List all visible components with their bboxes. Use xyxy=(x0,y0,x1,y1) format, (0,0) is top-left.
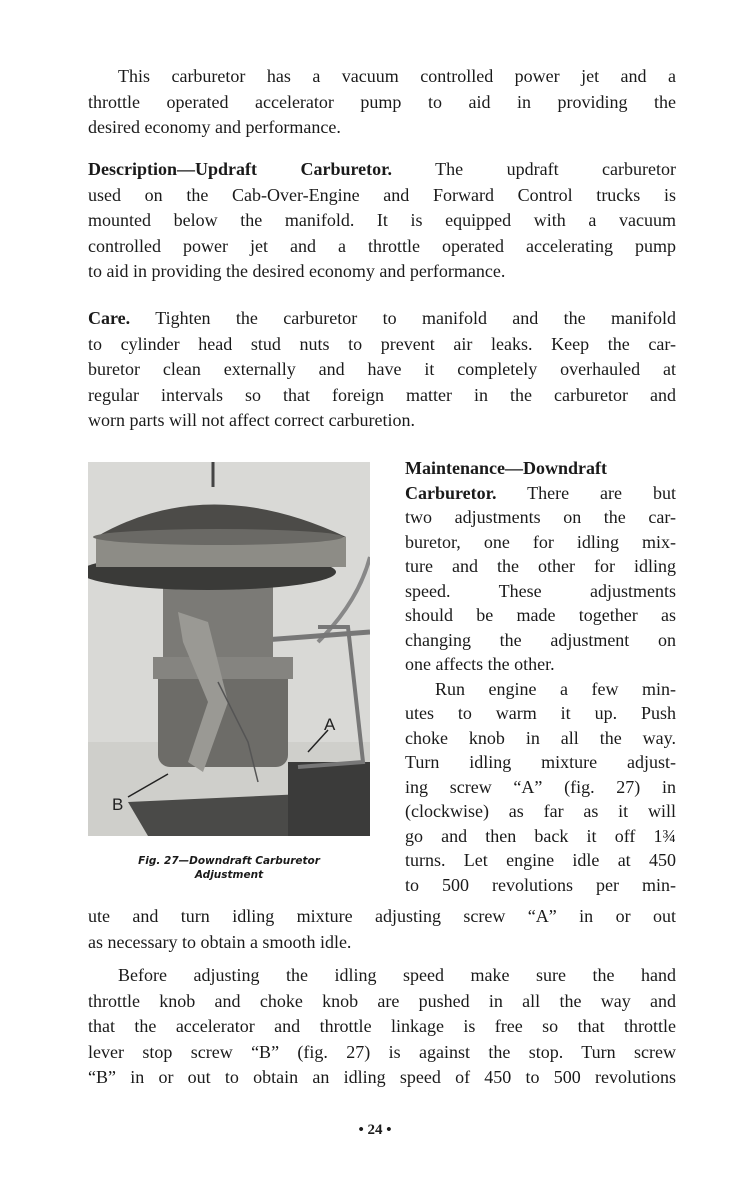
caption-line: Fig. 27—Downdraft Carburetor xyxy=(138,855,320,867)
text-line xyxy=(405,750,676,775)
carburetor-photo xyxy=(88,462,370,836)
line-text: buretor clean externally and have it completely overhauled at xyxy=(88,359,676,379)
text-line xyxy=(88,157,676,183)
line-text: buretor, one for idling mix- xyxy=(405,531,676,552)
line-text: to cylinder head stud nuts to prevent air leaks. Keep the car- xyxy=(88,333,676,354)
text-line xyxy=(88,208,676,234)
text-line xyxy=(88,357,676,383)
line-text: “B” in or out to obtain an idling speed of 450 to 500 revolutions xyxy=(88,1067,676,1087)
text-line xyxy=(405,775,676,800)
label-b: B xyxy=(112,795,124,814)
line-text: mounted below the manifold. It is equipped with a vacuum xyxy=(88,210,676,230)
text-line xyxy=(88,383,676,409)
idling-speed-paragraph xyxy=(88,963,676,1091)
text-line xyxy=(405,628,676,653)
text-line xyxy=(88,332,676,358)
line-text: lever stop screw “B” (fig. 27) is against the stop. Turn screw xyxy=(88,1041,676,1062)
text-line xyxy=(88,115,676,141)
text-line xyxy=(405,579,676,604)
line-text: Tighten the carburetor to manifold and the manifold xyxy=(155,308,676,328)
line-text: worn parts will not affect correct carburetion. xyxy=(88,410,416,430)
line-text: should be made together as xyxy=(405,605,676,625)
page-number: • 24 • xyxy=(358,1122,392,1138)
text-line xyxy=(88,64,676,90)
line-text: throttle knob and choke knob are pushed in all the way and xyxy=(88,990,676,1011)
text-line xyxy=(405,873,676,898)
line-text: Turn idling mixture adjust- xyxy=(405,752,676,772)
line-text: utes to warm it up. Push xyxy=(405,703,676,723)
text-line xyxy=(405,603,676,628)
text-line xyxy=(405,505,676,530)
line-text: There are but xyxy=(527,482,676,503)
line-text: to 500 revolutions per min- xyxy=(405,874,676,895)
text-line xyxy=(88,259,676,285)
line-text: controlled power jet and a throttle operated accelerating pump xyxy=(88,235,676,256)
text-line xyxy=(405,848,676,873)
text-line xyxy=(405,652,676,677)
line-text: two adjustments on the car- xyxy=(405,507,676,527)
line-text: ture and the other for idling xyxy=(405,556,676,576)
text-line xyxy=(88,904,676,930)
line-text: ing screw “A” (fig. 27) in xyxy=(405,776,676,797)
line-text: to aid in providing the desired economy and performance. xyxy=(88,261,506,281)
text-line xyxy=(88,1065,676,1091)
line-text: Run engine a few min- xyxy=(435,678,676,699)
label-a: A xyxy=(324,715,336,734)
maintenance-downdraft-column xyxy=(405,456,676,897)
text-line xyxy=(88,930,676,956)
text-line xyxy=(405,824,676,849)
care-paragraph xyxy=(88,306,676,434)
text-line xyxy=(88,234,676,260)
text-line xyxy=(88,183,676,209)
caption-line: Adjustment xyxy=(194,869,264,881)
section-heading: Description—Updraft Carburetor. xyxy=(88,159,392,179)
text-line xyxy=(88,90,676,116)
line-text: This carburetor has a vacuum controlled power jet and a xyxy=(118,66,676,86)
text-line xyxy=(405,481,676,506)
line-text: desired economy and performance. xyxy=(88,117,341,137)
line-text: (clockwise) as far as it will xyxy=(405,801,676,821)
line-text: go and then back it off 1¾ xyxy=(405,825,676,846)
line-text: as necessary to obtain a smooth idle. xyxy=(88,931,352,952)
line-text: speed. These adjustments xyxy=(405,580,676,601)
line-text: turns. Let engine idle at 450 xyxy=(405,850,676,870)
text-line xyxy=(405,530,676,555)
line-text: regular intervals so that foreign matter in the carburetor and xyxy=(88,384,676,405)
text-line xyxy=(88,1040,676,1066)
line-text: choke knob in all the way. xyxy=(405,727,676,748)
line-text: ute and turn idling mixture adjusting screw “A” in or out xyxy=(88,906,676,926)
text-line xyxy=(88,306,676,332)
line-text: throttle operated accelerator pump to aid in providing the xyxy=(88,91,676,112)
text-line xyxy=(405,799,676,824)
line-text: changing the adjustment on xyxy=(405,629,676,650)
figure-caption xyxy=(88,854,370,882)
section-heading: Maintenance—Downdraft xyxy=(405,458,607,478)
line-text: Before adjusting the idling speed make sure the hand xyxy=(118,965,676,985)
intro-paragraph xyxy=(88,64,676,141)
section-heading: Care. xyxy=(88,308,131,328)
line-text: that the accelerator and throttle linkage is free so that throttle xyxy=(88,1016,676,1036)
idle-continuation-paragraph xyxy=(88,904,676,955)
line-text: used on the Cab-Over-Engine and Forward Control trucks is xyxy=(88,184,676,205)
text-line xyxy=(405,456,676,481)
updraft-description-paragraph xyxy=(88,157,676,285)
line-text: one affects the other. xyxy=(405,654,555,674)
text-line xyxy=(405,701,676,726)
text-line xyxy=(88,1014,676,1040)
text-line xyxy=(88,963,676,989)
text-line xyxy=(405,677,676,702)
text-line xyxy=(405,726,676,751)
text-line xyxy=(405,554,676,579)
section-heading: Carburetor. xyxy=(405,482,497,503)
text-line xyxy=(88,989,676,1015)
line-text: The updraft carburetor xyxy=(435,159,676,179)
text-line xyxy=(88,408,676,434)
